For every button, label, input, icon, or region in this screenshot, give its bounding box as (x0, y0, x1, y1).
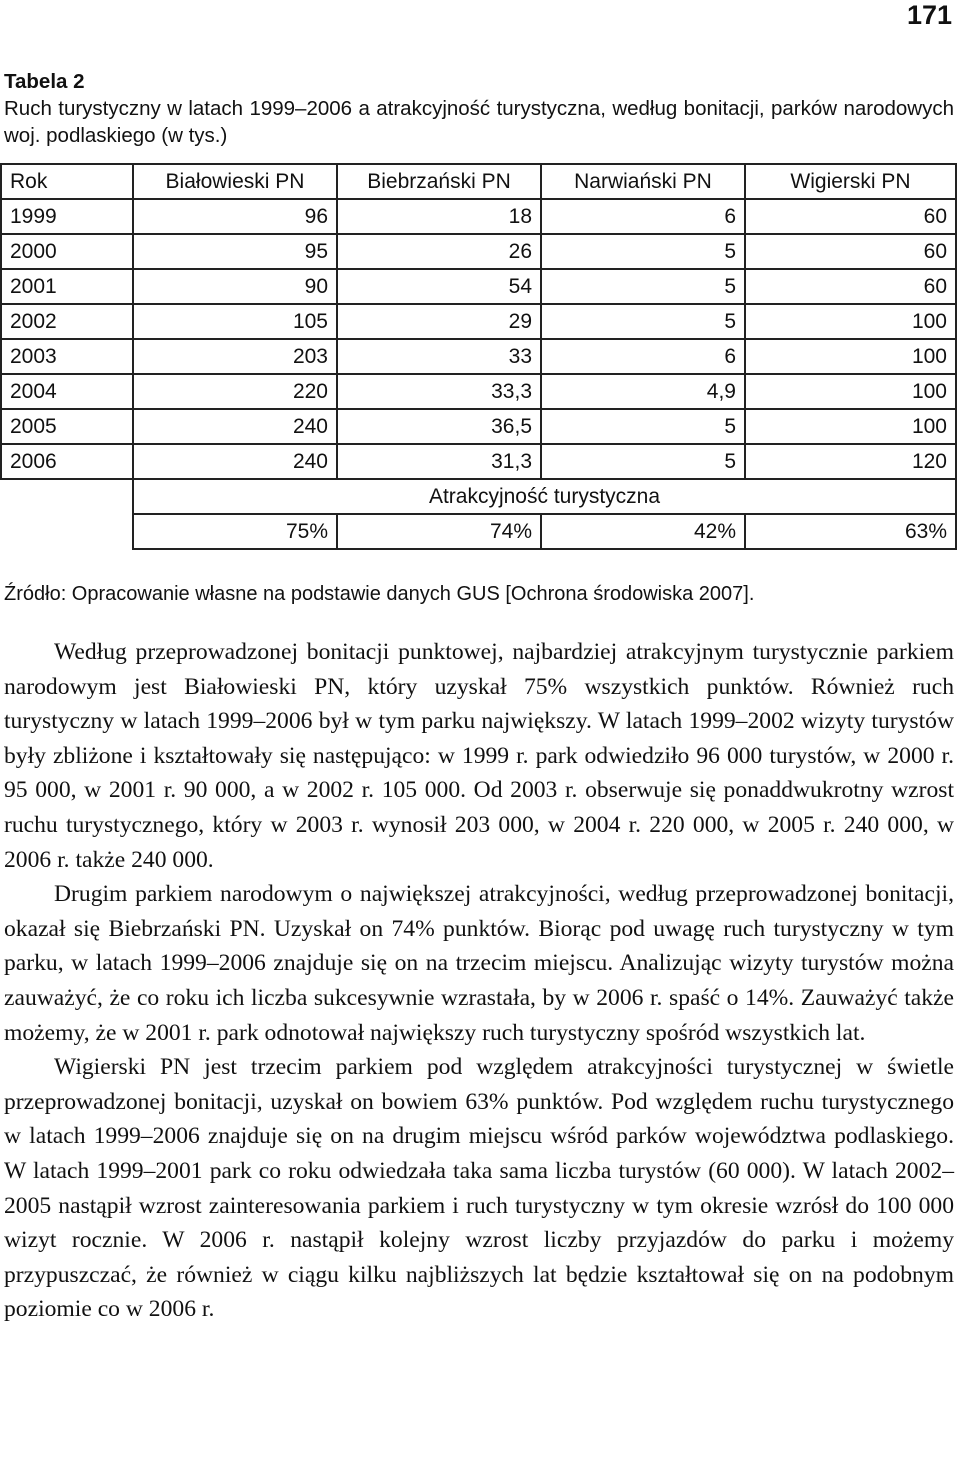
empty-cell (1, 479, 133, 514)
value-cell: 100 (745, 339, 956, 374)
value-cell: 31,3 (337, 444, 541, 479)
table-row (1, 234, 956, 269)
value-cell: 5 (541, 269, 745, 304)
value-cell: 6 (541, 339, 745, 374)
table-row (1, 269, 956, 304)
table-description: Ruch turystyczny w latach 1999–2006 a atrakcyjność turystyczna, według bonitacji, parków narodowych woj. podlaskiego (w tys.) (4, 97, 954, 147)
attractiveness-header-row (1, 479, 956, 514)
year-cell: 2006 (1, 444, 133, 479)
table-header-row (1, 164, 956, 199)
table-source: Źródło: Opracowanie własne na podstawie danych GUS [Ochrona środowiska 2007]. (4, 583, 755, 605)
column-header: Rok (1, 164, 133, 199)
value-cell: 5 (541, 444, 745, 479)
value-cell: 60 (745, 269, 956, 304)
column-header: Wigierski PN (745, 164, 956, 199)
column-header: Biebrzański PN (337, 164, 541, 199)
column-header: Narwiański PN (541, 164, 745, 199)
table-row (1, 444, 956, 479)
value-cell: 95 (133, 234, 337, 269)
value-cell: 5 (541, 234, 745, 269)
year-cell: 2000 (1, 234, 133, 269)
value-cell: 36,5 (337, 409, 541, 444)
column-header: Białowieski PN (133, 164, 337, 199)
value-cell: 105 (133, 304, 337, 339)
year-cell: 2002 (1, 304, 133, 339)
value-cell: 100 (745, 374, 956, 409)
value-cell: 5 (541, 409, 745, 444)
value-cell: 60 (745, 199, 956, 234)
table-row (1, 339, 956, 374)
paragraph: Według przeprowadzonej bonitacji punktowej, najbardziej atrakcyjnym turystycznie parkiem narodowym jest Białowieski PN, który uzyskał 75% wszystkich punktów. Również ruch turystyczny w latach 1999–2006 był w tym parku największy. W latach 1999–2002 wizyty turystów były zbliżone i kształtowały się następująco: w 1999 r. park odwiedziło 96 000 turystów, w 2000 r. 95 000, w 2001 r. 90 000, a w 2002 r. 105 000. Od 2003 r. obserwuje się ponaddwukrotny wzrost ruchu turystycznego, który w 2003 r. wynosił 203 000, w 2004 r. 220 000, w 2005 r. 240 000, w 2006 r. także 240 000. (4, 639, 954, 873)
value-cell: 240 (133, 409, 337, 444)
year-cell: 2004 (1, 374, 133, 409)
value-cell: 100 (745, 409, 956, 444)
year-cell: 1999 (1, 199, 133, 234)
value-cell: 54 (337, 269, 541, 304)
value-cell: 33 (337, 339, 541, 374)
value-cell: 60 (745, 234, 956, 269)
attractiveness-header: Atrakcyjność turystyczna (133, 479, 956, 514)
attractiveness-row (1, 514, 956, 549)
value-cell: 6 (541, 199, 745, 234)
page-number: 171 (906, 0, 952, 30)
year-cell: 2003 (1, 339, 133, 374)
empty-cell (1, 514, 133, 549)
year-cell: 2005 (1, 409, 133, 444)
table-label: Tabela 2 (4, 70, 85, 93)
body-text (4, 635, 954, 1327)
paragraph: Drugim parkiem narodowym o największej atrakcyjności, według przeprowadzonej bonitacji, okazał się Biebrzański PN. Uzyskał on 74% punktów. Biorąc pod uwagę ruch turystyczny w tym parku, w latach 1999–2006 znajduje się on na trzecim miejscu. Analizując wizyty turystów można zauważyć, że co roku ich liczba sukcesywnie wzrastała, by w 2006 r. spaść o 14%. Zauważyć także możemy, że w 2001 r. park odnotował największy ruch turystyczny spośród wszystkich lat. (4, 881, 954, 1046)
value-cell: 26 (337, 234, 541, 269)
value-cell: 90 (133, 269, 337, 304)
attractiveness-value: 63% (745, 514, 956, 549)
table-row (1, 374, 956, 409)
value-cell: 100 (745, 304, 956, 339)
value-cell: 240 (133, 444, 337, 479)
table-row (1, 199, 956, 234)
table-caption (4, 68, 954, 149)
value-cell: 203 (133, 339, 337, 374)
table-row (1, 304, 956, 339)
value-cell: 4,9 (541, 374, 745, 409)
attractiveness-value: 74% (337, 514, 541, 549)
attractiveness-value: 75% (133, 514, 337, 549)
paragraph: Wigierski PN jest trzecim parkiem pod względem atrakcyjności turystycznej w świetle przeprowadzonej bonitacji, uzyskał on bowiem 63% punktów. Pod względem ruchu turystycznego w latach 1999–2006 znajduje się on na drugim miejscu wśród parków województwa podlaskiego. W latach 1999–2001 park co roku odwiedzała taka sama liczba turystów (60 000). W latach 2002–2005 nastąpił wzrost zainteresowania parkiem i ruch turystyczny w tym okresie wzrósł do 100 000 wizyt rocznie. W 2006 r. nastąpił kolejny wzrost liczby przyjazdów do parku i możemy przypuszczać, że również w ciągu kilku najbliższych lat będzie kształtował się on na podobnym poziomie co w 2006 r. (4, 1054, 954, 1323)
year-cell: 2001 (1, 269, 133, 304)
value-cell: 120 (745, 444, 956, 479)
value-cell: 33,3 (337, 374, 541, 409)
value-cell: 18 (337, 199, 541, 234)
data-table (0, 163, 957, 550)
value-cell: 29 (337, 304, 541, 339)
value-cell: 5 (541, 304, 745, 339)
attractiveness-value: 42% (541, 514, 745, 549)
value-cell: 220 (133, 374, 337, 409)
table-row (1, 409, 956, 444)
value-cell: 96 (133, 199, 337, 234)
